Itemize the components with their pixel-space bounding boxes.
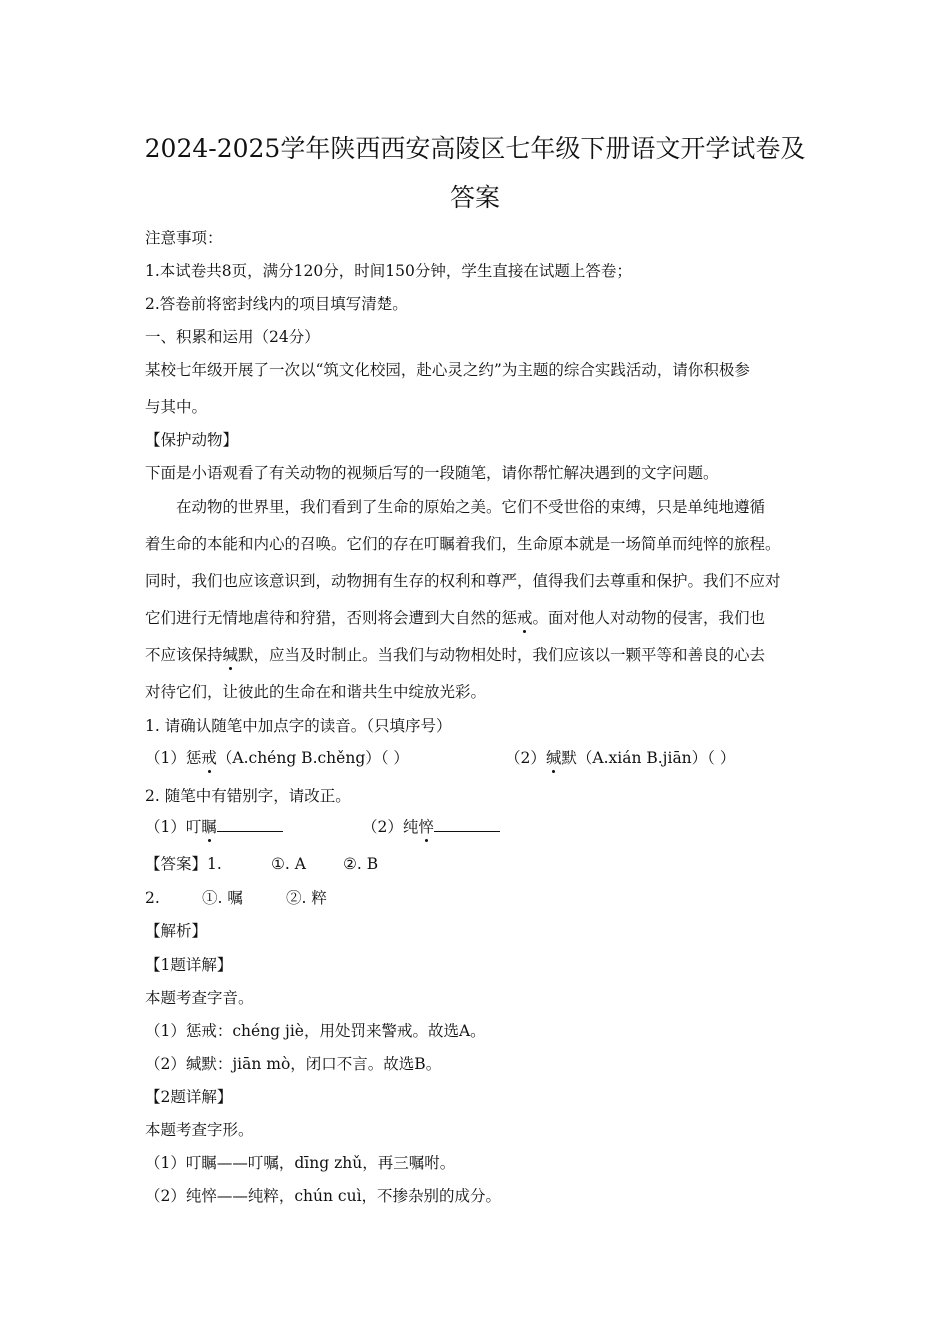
dotted-char: 瞩 <box>201 818 217 836</box>
answer-1-item-2: ②. B <box>343 855 379 873</box>
document-title-line1: 2024-2025学年陕西西安高陵区七年级下册语文开学试卷及 <box>144 134 806 163</box>
analysis-q1-topic: 本题考查字音。 <box>145 989 254 1007</box>
answer-blank[interactable] <box>434 817 500 832</box>
answer-2-label: 2. <box>145 889 160 907</box>
section-intro-line-1: 某校七年级开展了一次以“筑文化校园，赴心灵之约”为主题的综合实践活动，请你积极参 <box>145 361 750 379</box>
analysis-heading: 【解析】 <box>145 922 208 940</box>
dotted-char: 戒 <box>201 749 217 767</box>
analysis-q2-line-1: （1）叮瞩——叮嘱，dīng zhǔ，再三嘱咐。 <box>145 1154 456 1172</box>
notice-item-2: 2.答卷前将密封线内的项目填写清楚。 <box>145 295 408 313</box>
q1-part1-options: （A.chéng B.chěng）（ ） <box>216 749 409 767</box>
q2-part1-prefix: （1）叮 <box>145 818 202 836</box>
notice-heading: 注意事项： <box>145 229 223 247</box>
answer-1-label: 【答案】1. <box>145 855 222 873</box>
sub-heading: 【保护动物】 <box>145 431 239 449</box>
essay-line-5-text-b: 默，应当及时制止。当我们与动物相处时，我们应该以一颗平等和善良的心去 <box>238 646 766 664</box>
dotted-char: 戒 <box>517 609 533 627</box>
essay-line-4-text-a: 它们进行无情地虐待和狩猎，否则将会遭到大自然的惩 <box>145 609 518 627</box>
essay-line-4 <box>145 608 765 628</box>
notice-item-1: 1.本试卷共8页，满分120分，时间150分钟，学生直接在试题上答卷； <box>145 262 632 280</box>
question-1-part-2 <box>505 748 735 768</box>
essay-line-5-text-a: 不应该保持 <box>145 646 223 664</box>
section-intro-line-2: 与其中。 <box>145 398 208 416</box>
analysis-q1-line-1: （1）惩戒：chéng jiè，用处罚来警戒。故选A。 <box>145 1022 486 1040</box>
q1-part1-prefix: （1）惩 <box>145 749 202 767</box>
section-heading: 一、积累和运用（24分） <box>145 328 320 346</box>
question-1-stem: 1. 请确认随笔中加点字的读音。（只填序号） <box>145 717 452 735</box>
essay-line-4-text-b: 。面对他人对动物的侵害，我们也 <box>532 609 766 627</box>
essay-line-2: 着生命的本能和内心的召唤。它们的存在叮瞩着我们，生命原本就是一场简单而纯悴的旅程。 <box>145 535 781 553</box>
question-2-part-2 <box>362 817 500 837</box>
task-instruction: 下面是小语观看了有关动物的视频后写的一段随笔，请你帮忙解决遇到的文字问题。 <box>145 464 719 482</box>
dotted-char: 缄 <box>545 749 562 767</box>
document-title-line2: 答案 <box>449 183 500 212</box>
question-2-stem: 2. 随笔中有错别字，请改正。 <box>145 787 351 805</box>
analysis-q2-heading: 【2题详解】 <box>145 1088 233 1106</box>
essay-line-5 <box>145 645 765 665</box>
essay-line-1: 在动物的世界里，我们看到了生命的原始之美。它们不受世俗的束缚，只是单纯地遵循 <box>176 498 766 516</box>
essay-line-3: 同时，我们也应该意识到，动物拥有生存的权利和尊严，值得我们去尊重和保护。我们不应对 <box>145 572 781 590</box>
analysis-q1-heading: 【1题详解】 <box>145 956 233 974</box>
q1-part2-options: 默（A.xián B.jiān）（ ） <box>561 749 736 767</box>
q1-part2-prefix: （2） <box>505 749 546 767</box>
essay-line-6: 对待它们，让彼此的生命在和谐共生中绽放光彩。 <box>145 683 487 701</box>
analysis-q2-topic: 本题考查字形。 <box>145 1121 254 1139</box>
answer-2-item-2: ②. 粹 <box>286 889 327 907</box>
analysis-q2-line-2: （2）纯悴——纯粹，chún cuì，不掺杂别的成分。 <box>145 1187 502 1205</box>
question-2-part-1 <box>145 817 283 837</box>
answer-2-item-1: ①. 嘱 <box>202 889 243 907</box>
analysis-q1-line-2: （2）缄默：jiān mò，闭口不言。故选B。 <box>145 1055 442 1073</box>
dotted-char: 悴 <box>418 818 434 836</box>
dotted-char: 缄 <box>222 646 239 664</box>
answer-1-item-1: ①. A <box>271 855 306 873</box>
q2-part2-prefix: （2）纯 <box>362 818 419 836</box>
question-1-part-1 <box>145 748 409 768</box>
answer-blank[interactable] <box>217 817 283 832</box>
